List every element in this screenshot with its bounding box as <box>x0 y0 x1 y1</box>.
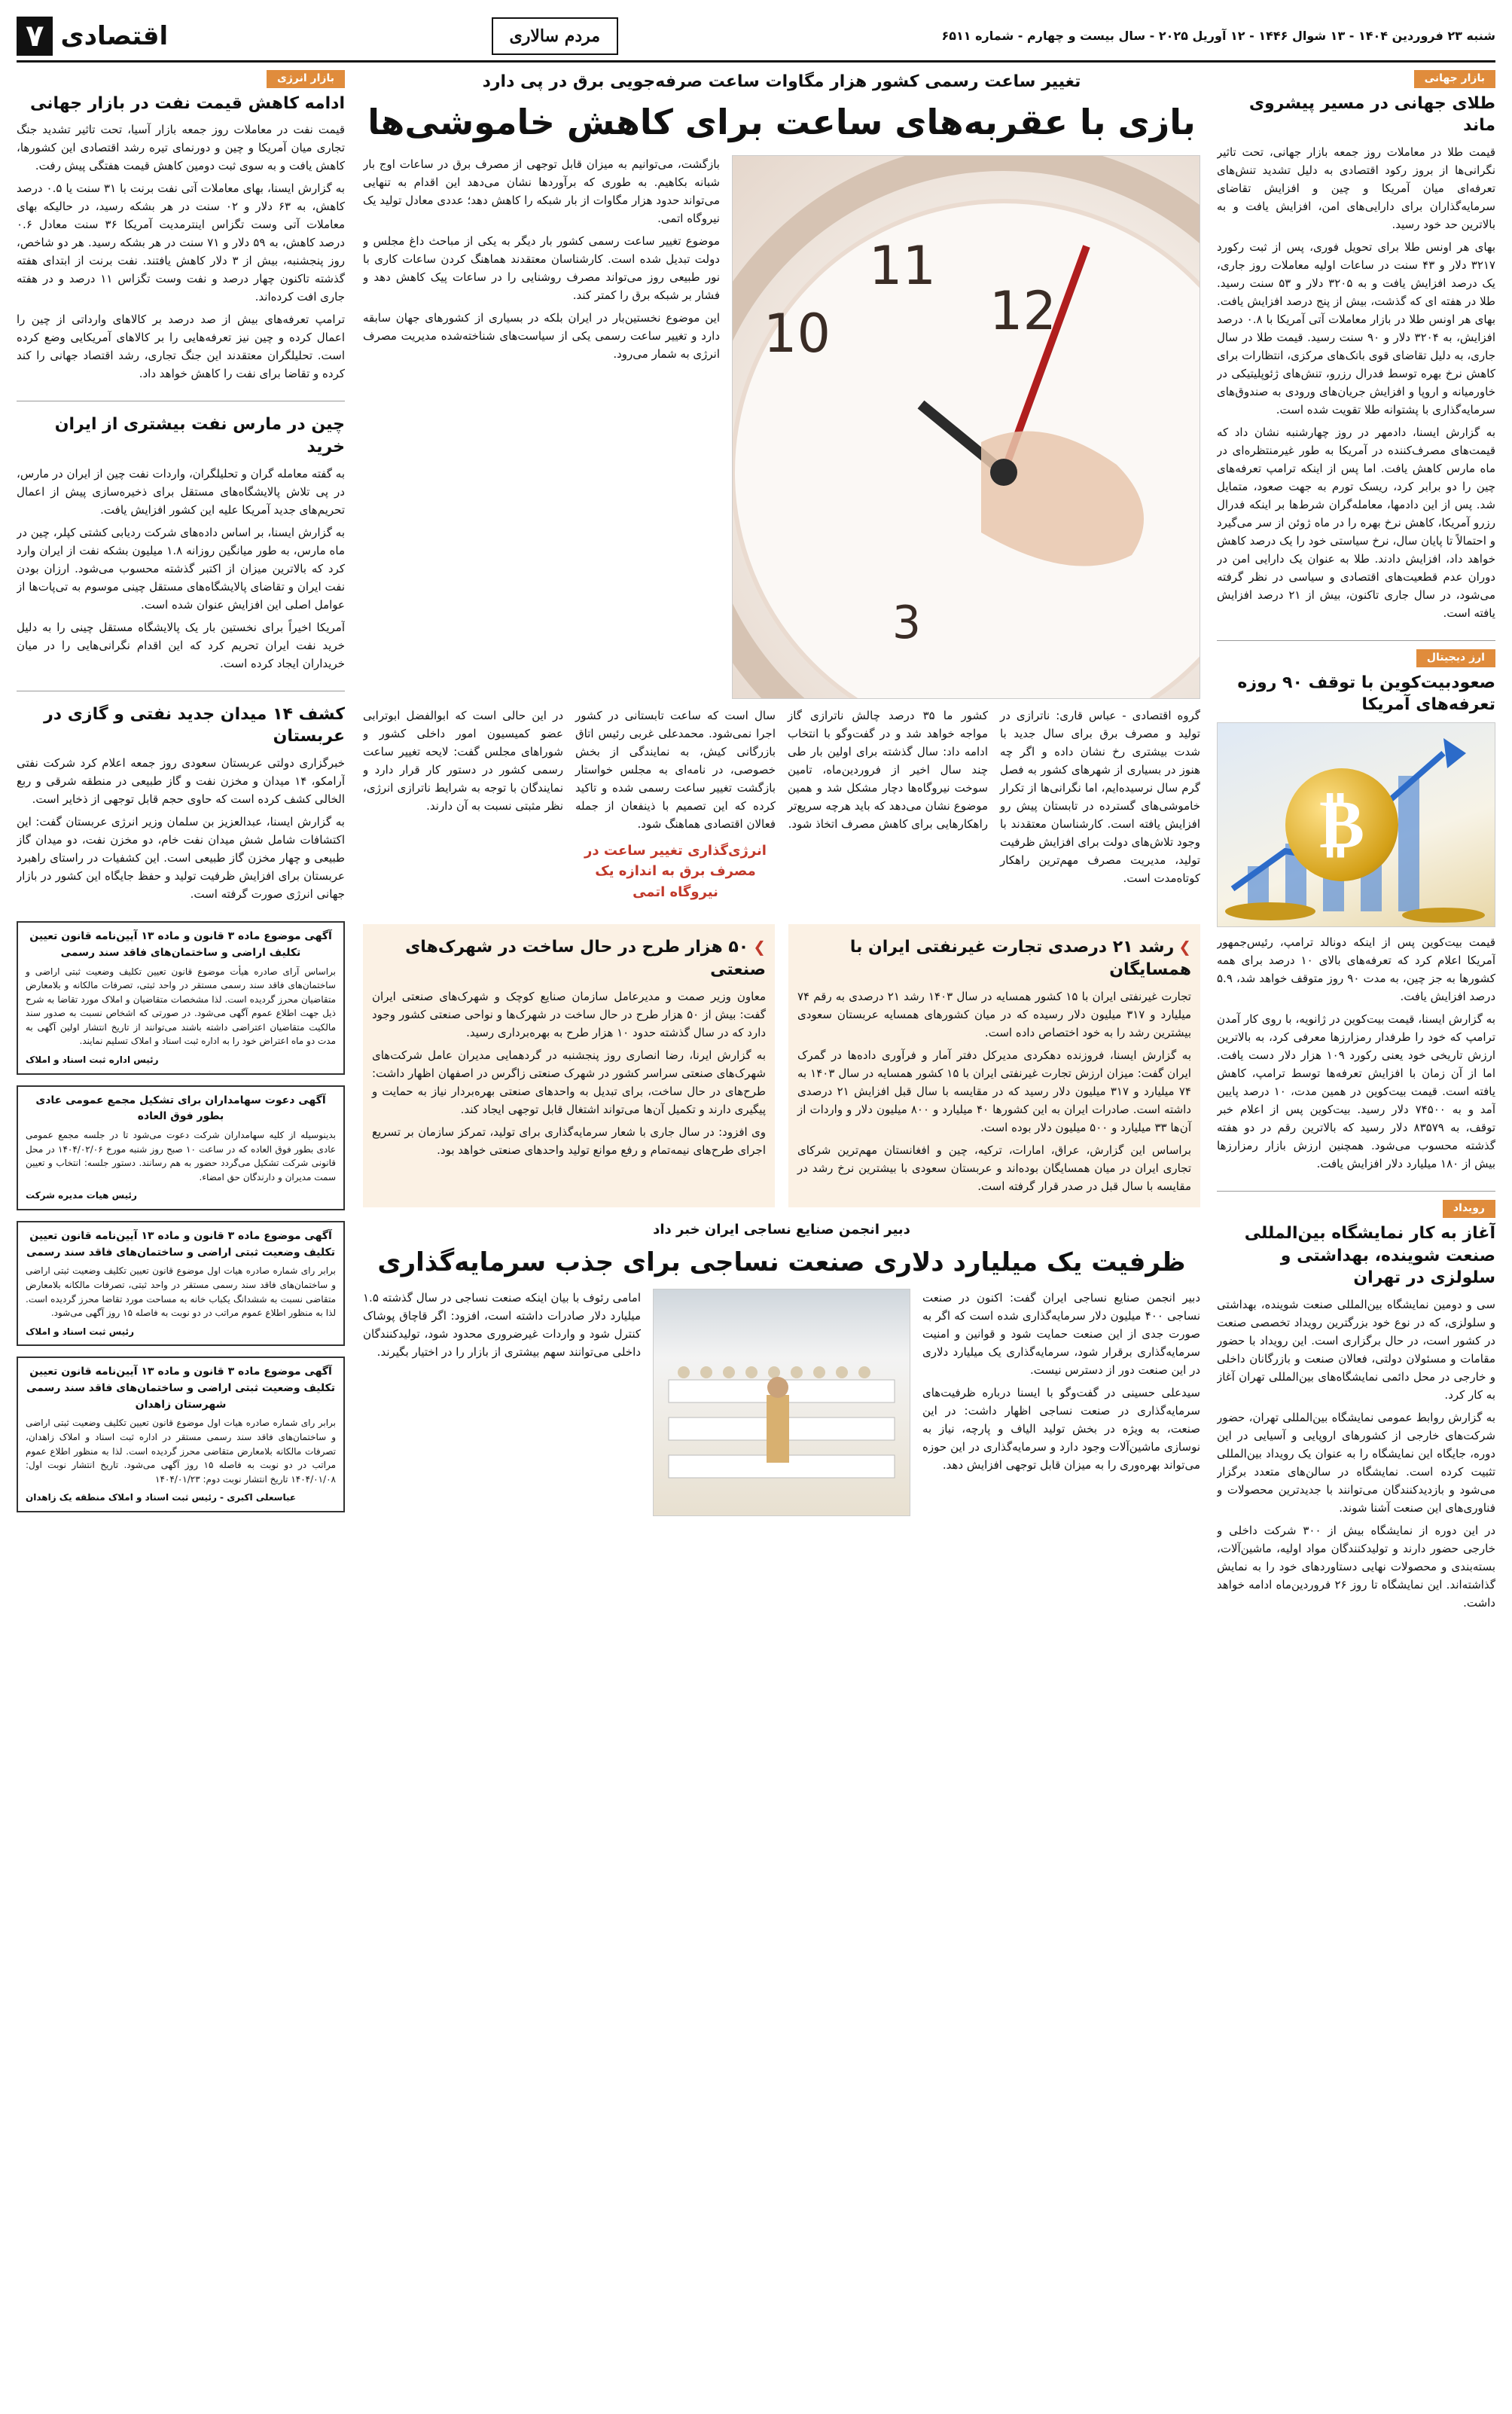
article-title: ادامه کاهش قیمت نفت در بازار جهانی <box>29 93 345 113</box>
lead-paragraph: گروه اقتصادی - عباس قاری: ناترازی در تولید و مصرف برق برای سال جدید با شدت بیشتری رخ نشان داده و اگر چه هنوز در بسیاری از شهرهای کشور به فصل گرم سال نرسیده‌ایم، اما نگرانی‌ها از تکرار خاموشی‌های گسترده در تابستان پیش رو افزایش یافته است. کارشناسان معتقدند با وجود تلاش‌های دولت برای افزایش ظرفیت تولید، مدیریت مصرف مهم‌ترین راهکار کوتاه‌مدت است. <box>1000 708 1200 885</box>
newspaper-page <box>17 12 1495 2385</box>
clock-photo <box>732 155 1200 699</box>
legal-ad <box>17 1357 345 1512</box>
legal-ad <box>17 1085 345 1210</box>
box-title <box>372 936 766 981</box>
right-column <box>1217 69 1495 2385</box>
article-paragraph: به گزارش ایسنا، بهای معاملات آتی نفت برنت با ۳۱ سنت یا ۰.۵ درصد کاهش، به ۶۳ دلار و ۰۲ سنت در هر بشکه رسید، در حالیکه بهای معاملات آتی وست تگزاس اینترمدیت آمریکا ۳۶ سنت معادل ۰.۶ درصد کاهش، به ۵۹ دلار و ۷۱ سنت در هر بشکه رسید. هر دو شاخص، روز پنجشنبه، بیش از ۳ دلار کاهش یافتند. نفت برنت از ابتدای هفته گذشته تاکنون چهار درصد و نفت وست تگزاس ۱۱ درصد و در هفته جاری افت کرده‌اند. <box>17 182 345 304</box>
flag-icon: ❯ <box>753 938 766 957</box>
ad-text: بدینوسیله از کلیه سهامداران شرکت دعوت می‌شود تا در جلسه مجمع عمومی عادی بطور فوق العاده که در ساعت ۱۰ صبح روز شنبه مورخ ۱۴۰۴/۰۲/۰۶ در محل قانونی شرکت تشکیل می‌گردد حضور به هم رسانند. دستور جلسه: انتخاب و تعیین سمت مدیران و دارندگان حق امضاء. <box>26 1130 337 1183</box>
article-paragraph: به گزارش ایسنا، قیمت بیت‌کوین در ژانویه، با روی کار آمدن ترامپ که خود را طرفدار رمزارزها معرفی کرد، به بالاترین ارزش تاریخی خود یعنی رکورد ۱۰۹ هزار دلار دست یافت. اما از آن زمان با افزایش تعرفه‌ها توسط ترامپ، کاهش یافته است. قیمت بیت‌کوین در همین مدت، ۱۰ درصد پایین آمد و به ۷۴۵۰۰ دلار رسید. بیت‌کوین پس از اعلام خبر توقف، به ۸۳۵۷۹ دلار رسید که بالاترین رقم در دو هفته گذشته محسوب می‌شود. همچنین ارزش بازار رمزارزها بیش از ۱۸۰ میلیارد دلار افزایش یافت. <box>1217 1012 1495 1171</box>
ad-text: براساس آرای صادره هیأت موضوع قانون تعیین تکلیف وضعیت ثبتی اراضی و ساختمان‌های فاقد سند رسمی مستقر در واحد ثبتی، تصرفات مالکانه و بلامعارض متقاضیان محرز گردیده است. لذا مشخصات متقاضیان و املاک مورد تقاضا به شرح ذیل جهت اطلاع عموم آگهی می‌شود. در صورتی که اشخاص نسبت به صدور سند مالکیت متقاضیان اعتراضی داشته باشند می‌توانند از تاریخ انتشار اولین آگهی به مدت دو ماه اعتراض خود را به اداره ثبت اسناد و املاک تسلیم نمایند. <box>26 966 336 1047</box>
textile-paragraph: امامی رئوف با بیان اینکه صنعت نساجی در سال گذشته ۱.۵ میلیارد دلار صادرات داشته است، افزود: اگر قاچاق پوشاک کنترل شود و واردات غیرضروری محدود شود، تولیدکنندگان داخلی می‌توانند سهم بیشتری از بازار را در اختیار بگیرند. <box>363 1291 641 1360</box>
section-heading <box>17 17 168 56</box>
svg-text:11: 11 <box>868 234 936 297</box>
lead-article <box>363 69 1200 911</box>
ad-title: آگهی موضوع ماده ۳ قانون و ماده ۱۳ آیین‌نامه قانون تعیین تکلیف وضعیت ثبتی اراضی و ساختمان‌های فاقد سند رسمی <box>26 1230 335 1259</box>
textile-paragraph: دبیر انجمن صنایع نساجی ایران گفت: اکنون در صنعت نساجی ۴۰۰ میلیون دلار سرمایه‌گذاری شده است که اگر به صورت جدی از این صنعت حمایت شود و قوانین و امنیت سرمایه‌گذاری برقرار شود، سرمایه‌گذاری یک میلیارد دلاری در این صنعت دور از دسترس نیست. <box>922 1291 1200 1378</box>
ad-text: برابر رای شماره صادره هیات اول موضوع قانون تعیین تکلیف وضعیت ثبتی اراضی و ساختمان‌های فاقد سند رسمی مستقر در واحد ثبتی، تصرفات مالکانه بلامعارض متقاضی نسبت به ششدانگ یکباب خانه به مساحت مورد تقاضا محرز گردیده است. لذا به منظور اطلاع عموم مراتب در دو نوبت به فاصله ۱۵ روز آگهی می‌شود. <box>26 1265 336 1319</box>
article-tag: ارز دیجیتال <box>1416 649 1495 667</box>
article-paragraph: به گزارش ایسنا، عبدالعزیز بن سلمان وزیر انرژی عربستان گفت: این اکتشافات شامل شش میدان نفت خام، دو مخزن نفت، دو میدان گاز طبیعی و چهار مخزن گاز طبیعی است. این کشفیات در راستای راهبرد عربستان برای افزایش ظرفیت تولید و حفظ جایگاه این کشور در بازار جهانی انرژی صورت گرفته است. <box>17 815 345 902</box>
bitcoin-coin-icon: ₿ <box>1285 768 1398 881</box>
textile-paragraph: سیدعلی حسینی در گفت‌وگو با ایسنا درباره ظرفیت‌های سرمایه‌گذاری در صنعت نساجی اظهار داشت: در این صنعت، به ویژه در بخش تولید الیاف و پارچه، نیاز به نوسازی ماشین‌آلات وجود دارد و سرمایه‌گذاری در این حوزه می‌تواند بهره‌وری را به میزان قابل توجهی افزایش دهد. <box>922 1386 1200 1473</box>
lead-paragraph: کشور ما ۳۵ درصد چالش ناترازی گاز مواجه خواهد شد و در گفت‌وگو با انتخاب ادامه داد: سال گذشته برای اولین بار طی چند سال اخیر از فروردین‌ماه، تامین سوخت نیروگاه‌ها دچار مشکل شد و همین موضوع نشان می‌دهد که باید هرچه سریع‌تر راهکارهایی برای کاهش مصرف اتخاذ شود. <box>788 708 988 831</box>
textile-kicker: دبیر انجمن صنایع نساجی ایران خبر داد <box>653 1221 910 1238</box>
page-number: ۷ <box>17 17 53 56</box>
ad-signature: رئیس هیات مدیره شرکت <box>26 1190 137 1201</box>
box-paragraph: به گزارش ایرنا، رضا انصاری روز پنجشنبه در گردهمایی مدیران عامل شرکت‌های شهرک‌های صنعتی سراسر کشور در شهرک صنعتی زاگرس در اصفهان اظهار داشت: طرح‌های در حال ساخت، برای تبدیل به واحدهای صنعتی بهره‌بردار نیاز به حمایت و پیگیری دارند و تکمیل آن‌ها می‌تواند اشتغال قابل توجهی ایجاد کند. <box>372 1048 766 1116</box>
article-tag: بازار انرژی <box>267 70 345 88</box>
article-paragraph: به گزارش ایسنا، دادمهر در روز چهارشنبه نشان داد که قیمت‌های مصرف‌کننده در آمریکا به طور غیرمنتظره‌ای در ماه مارس کاهش یافت. اما پس از اینکه ترامپ تعرفه‌های چین را دو برابر کرد، ریسک تورم به جهت صعود، متمایل شد. پس از این دادمها، معامله‌گران شرط‌ها بر اینکه فدرال رزرو آمریکا، کاهش نرخ بهره را در ماه ژوئن از سر می‌گیرد و احتمالاً تا پایان سال، نرخ سیاستی خود را یک درصد کاهش خواهد داد، افزایش دادند. طلا به عنوان یک دارایی امن در دوران عدم قطعیت‌های اقتصادی و سیاسی در نظر گرفته می‌شود، در سال جاری تاکنون، بیش از ۲۱ درصد افزایش یافته است. <box>1217 426 1495 621</box>
article-title: آغاز به کار نمایشگاه بین‌المللی صنعت شوینده، بهداشتی و سلولزی در تهران <box>1244 1223 1495 1288</box>
box-paragraph: وی افزود: در سال جاری با شعار سرمایه‌گذاری برای تولید، تمرکز سازمان بر تسریع اجرای طرح‌های نیمه‌تمام و رفع موانع تولید واحدهای صنعتی خواهد بود. <box>372 1125 766 1157</box>
article-paragraph: سی و دومین نمایشگاه بین‌المللی صنعت شوینده، بهداشتی و سلولزی، که در نوع خود بزرگترین رویداد تخصصی صنعت در کشور است، در حال برگزاری است. این رویداد با حضور مقامات و مسئولان دولتی، فعالان صنعت و بازرگانان داخلی و خارجی در محل دائمی نمایشگاه‌های بین‌المللی تهران آغاز به کار کرد. <box>1217 1297 1495 1402</box>
article-paragraph: به گزارش روابط عمومی نمایشگاه بین‌المللی تهران، حضور شرکت‌های خارجی از کشورهای اروپایی و آسیایی در این دوره، جایگاه این نمایشگاه را به عنوان یک رویداد بین‌المللی تثبیت کرده است. نمایشگاه در سالن‌های متعدد برگزار می‌شود و بازدیدکنندگان می‌توانند با جدیدترین محصولات و فناوری‌های این صنعت آشنا شوند. <box>1217 1410 1495 1515</box>
ad-signature: رئیس اداره ثبت اسناد و املاک <box>26 1054 159 1066</box>
article-paragraph: خبرگزاری دولتی عربستان سعودی روز جمعه اعلام کرد شرکت نفتی آرامکو، ۱۴ میدان و مخزن نفت و گاز طبیعی در منطقه شرقی و ربع الخالی کشف کرده است که حاوی حجم قابل توجهی از ذخایر است. <box>17 756 345 807</box>
svg-text:12: 12 <box>989 279 1056 342</box>
article-paragraph: ترامپ تعرفه‌های بیش از صد درصد بر کالاهای وارداتی از چین را اعمال کرده و چین نیز تعرفه‌هایی را بر کالاهای آمریکایی وضع کرده است. تحلیلگران معتقدند این جنگ تجاری، رشد اقتصاد جهانی را کند کرده و تقاضا برای نفت را کاهش خواهد داد. <box>17 313 345 381</box>
lead-paragraph: این موضوع نخستین‌بار در ایران بلکه در بسیاری از کشورهای جهان سابقه دارد و تغییر ساعت رسمی یکی از سیاست‌های شناخته‌شده مدیریت مصرف انرژی به شمار می‌رود. <box>363 310 720 361</box>
lead-kicker: تغییر ساعت رسمی کشور هزار مگاوات ساعت صرفه‌جویی برق در پی دارد <box>482 72 1081 91</box>
article-tag: رویداد <box>1443 1200 1495 1218</box>
svg-text:10: 10 <box>763 302 831 365</box>
flag-icon: ❯ <box>1178 938 1191 957</box>
box-paragraph: به گزارش ایسنا، فروزنده دهکردی مدیرکل دفتر آمار و فرآوری داده‌ها در گمرک ایران گفت: میزان ارزش تجارت غیرنفتی ایران با ۱۵ کشور همسایه در سال ۱۴۰۳ به ۷۴ میلیارد و ۳۱۷ میلیون دلار رسید که در مقایسه با سال قبل افزایش ۲۱ درصدی داشته است. صادرات ایران به این کشورها ۴۰ میلیارد و ۸۰۰ میلیون دلار و واردات از آن‌ها ۳۳ میلیارد و ۵۰۰ میلیون دلار بوده است. <box>797 1048 1191 1134</box>
article-china <box>17 409 345 676</box>
left-column <box>17 69 345 2385</box>
article-exhibition <box>1217 1199 1495 1616</box>
article-paragraph: به گفته معامله گران و تحلیلگران، واردات نفت چین از ایران در مارس، در پی تلاش پالایشگاه‌های مستقل برای ذخیره‌سازی پیش از اعمال تحریم‌های جدید آمریکا علیه این کشور افزایش یافت. <box>17 466 345 517</box>
article-paragraph: قیمت بیت‌کوین پس از اینکه دونالد ترامپ، رئیس‌جمهور آمریکا اعلام کرد که تعرفه‌های بالای ۱۰ درصد برای همه کشورها به جز چین، به مدت ۹۰ روز متوقف خواهد شد، ۵.۹ درصد افزایش یافت. <box>1217 935 1495 1004</box>
newspaper-logo: مردم سالاری <box>492 17 619 55</box>
box-paragraph: براساس این گزارش، عراق، امارات، ترکیه، چین و افغانستان مهم‌ترین شرکای تجاری ایران در میان همسایگان بوده‌اند و عربستان سعودی با بیشترین نرخ رشد در مقایسه با سال قبل در صدر قرار گرفته است. <box>797 1143 1191 1193</box>
box-title <box>797 936 1191 981</box>
article-gold <box>1217 69 1495 627</box>
lead-paragraph: موضوع تغییر ساعت رسمی کشور بار دیگر به یکی از مباحث داغ مجلس و دولت تبدیل شده است. کارشناسان معتقدند هماهنگ کردن ساعات کاری با نور طبیعی روز می‌تواند مصرف روشنایی را در ساعات پیک کاهش دهد و فشار بر شبکه برق را کمتر کند. <box>363 233 720 302</box>
section-label: اقتصادی <box>60 20 169 51</box>
box-paragraph: معاون وزیر صمت و مدیرعامل سازمان صنایع کوچک و شهرک‌های صنعتی ایران گفت: بیش از ۵۰ هزار طرح در حال ساخت در شهرک‌ها و نواحی صنعتی کشور وجود دارد که در سال گذشته حدود ۱۰ هزار طرح به بهره‌برداری رسید. <box>372 989 766 1039</box>
legal-ad <box>17 921 345 1075</box>
pull-quote: انرژی‌گذاری تغییر ساعت در مصرف برق به اندازه یک نیروگاه اتمی <box>584 842 767 901</box>
legal-ad <box>17 1221 345 1346</box>
lead-paragraph: در این حالی است که ابوالفضل ابوترابی عضو کمیسیون امور داخلی کشور و شوراهای مجلس گفت: لایحه تغییر ساعت رسمی کشور در دستور کار قرار دارد و نمایندگان با توجه به شرایط ناترازی انرژی، نظر مثبتی نسبت به آن دارند. <box>363 708 563 813</box>
bitcoin-illustration <box>1217 722 1495 927</box>
article-title: صعودبیت‌کوین با توقف ۹۰ روزه تعرفه‌های آمریکا <box>1237 673 1495 715</box>
center-column <box>363 69 1200 2385</box>
svg-text:3: 3 <box>892 596 921 649</box>
article-tag: بازار جهانی <box>1414 70 1495 88</box>
ad-text: برابر رای شماره صادره هیات اول موضوع قانون تعیین تکلیف وضعیت ثبتی اراضی و ساختمان‌های فاقد سند رسمی مستقر در اداره ثبت اسناد و املاک زاهدان، تصرفات مالکانه بلامعارض متقاضی محرز گردیده است. لذا به منظور اطلاع عموم مراتب در دو نوبت به فاصله ۱۵ روز آگهی می‌شود. تاریخ انتشار نوبت اول: ۱۴۰۴/۰۱/۰۸ تاریخ انتشار نوبت دوم: ۱۴۰۴/۰۱/۲۳ <box>26 1418 337 1485</box>
lead-paragraph: سال است که ساعت تابستانی در کشور اجرا نمی‌شود. محمدعلی غربی رئیس اتاق بازرگانی کیش، به نمایندگی از بخش خصوصی، در نامه‌ای به مجلس خواستار بازگشت تغییر ساعت رسمی شده و تاکید کرده که این تصمیم با ذینفعان از جمله فعالان اقتصادی هماهنگ شود. <box>575 708 776 831</box>
article-title: کشف ۱۴ میدان جدید نفتی و گازی در عربستان <box>44 704 345 746</box>
lead-paragraph: بازگشت، می‌توانیم به میزان قابل توجهی از مصرف برق در ساعات اوج بار شبانه بکاهیم. به طوری که برآوردها نشان می‌دهد این اقدام به تنهایی می‌تواند حدود هزار مگاوات از بار شبکه را کاهش دهد؛ عددی معادل تولید یک نیروگاه اتمی. <box>363 157 720 225</box>
page-header <box>17 12 1495 63</box>
article-fields <box>17 699 345 908</box>
clock-icon <box>733 156 1200 698</box>
article-title: طلای جهانی در مسیر پیشروی ماند <box>1248 93 1495 136</box>
ad-title: آگهی دعوت سهامداران برای تشکیل مجمع عمومی عادی بطور فوق العاده <box>35 1094 326 1123</box>
lead-title: بازی با عقربه‌های ساعت برای کاهش خاموشی‌ها <box>367 102 1196 143</box>
article-paragraph: به گزارش ایسنا، بر اساس داده‌های شرکت ردیابی کشتی کپلر، چین در ماه مارس، به طور میانگین روزانه ۱.۸ میلیون بشکه نفت از ایران وارد کرد که بالاترین میزان از اکتبر گذشته محسوب می‌شود. ارزان بودن نفت ایران و تقاضای پالایشگاه‌های مستقل چینی موسوم به تی‌پات‌ها از عوامل اصلی این افزایش عنوان شده است. <box>17 525 345 612</box>
box-trade <box>788 924 1200 1207</box>
textile-factory-photo <box>653 1289 910 1516</box>
article-paragraph: بهای هر اونس طلا برای تحویل فوری، پس از ثبت رکورد ۳۲۱۷ دلار و ۴۳ سنت در ساعات اولیه معاملات روز جاری، یک درصد افزایش یافت و به ۳۲۰۵ دلار و ۵۳ سنت رسید. طلا در هفته ای که گذشت، بیش از پنج درصد افزایش یافت. بهای هر اونس طلا در بازار معاملات آتی آمریکا با ۰.۸ درصد افزایش، به ۳۲۰۴ دلار و ۹۰ سنت رسید. قیمت طلا در سال جاری، به دلیل تقاضای قوی بانک‌های مرکزی، انتظارات برای کاهش نرخ بهره توسط فدرال رزرو، تنش‌های ژئوپلیتیکی در خاورمیانه و اروپا و افزایش جریان‌های ورودی به صندوق‌های سرمایه‌گذاری با پشتوانه طلا تقویت شده است. <box>1217 240 1495 417</box>
box-title-text: رشد ۲۱ درصدی تجارت غیرنفتی ایران با همسایگان <box>849 938 1191 979</box>
box-title-text: ۵۰ هزار طرح در حال ساخت در شهرک‌های صنعتی <box>405 938 766 979</box>
article-title: چین در مارس نفت بیشتری از ایران خرید <box>54 415 345 457</box>
ad-title: آگهی موضوع ماده ۳ قانون و ماده ۱۳ آیین‌نامه قانون تعیین تکلیف اراضی و ساختمان‌های فاقد سند رسمی <box>29 930 332 959</box>
article-oil <box>17 69 345 387</box>
box-paragraph: تجارت غیرنفتی ایران با ۱۵ کشور همسایه در سال ۱۴۰۳ رشد ۲۱ درصدی به رقم ۷۴ میلیارد و ۳۱۷ میلیون دلار رسیده که در میان کشورهای همسایه عربستان سعودی بیشترین رشد را به خود اختصاص داده است. <box>797 989 1191 1039</box>
article-bitcoin <box>1217 649 1495 1177</box>
ad-title: آگهی موضوع ماده ۳ قانون و ماده ۱۳ آیین‌نامه قانون تعیین تکلیف وضعیت ثبتی اراضی و ساختمان‌های فاقد سند رسمی شهرستان زاهدان <box>26 1366 335 1411</box>
textile-title: ظرفیت یک میلیارد دلاری صنعت نساجی برای جذب سرمایه‌گذاری <box>377 1247 1186 1277</box>
factory-icon <box>654 1289 910 1515</box>
article-paragraph: در این دوره از نمایشگاه بیش از ۳۰۰ شرکت داخلی و خارجی حضور دارند و تولیدکنندگان مواد اولیه، ماشین‌آلات، بسته‌بندی و محصولات نهایی دستاوردهای خود را به نمایش گذاشته‌اند. این نمایشگاه تا روز ۲۶ فروردین‌ماه ادامه خواهد داشت. <box>1217 1523 1495 1610</box>
date-line: شنبه ۲۳ فروردین ۱۴۰۴ - ۱۳ شوال ۱۴۴۶ - ۱۲ آوریل ۲۰۲۵ - سال بیست و چهارم - شماره ۶۵۱۱ <box>941 28 1495 43</box>
article-paragraph: آمریکا اخیراً برای نخستین بار یک پالایشگاه مستقل چینی را به دلیل خرید نفت ایران تحریم کرد که این اقدام نگرانی‌هایی را در میان خریداران ایجاد کرده است. <box>17 620 345 670</box>
box-plans <box>363 924 775 1207</box>
article-paragraph: قیمت طلا در معاملات روز جمعه بازار جهانی، تحت تاثیر نگرانی‌ها از بروز رکود اقتصادی به دلیل تشدید تنش‌های تعرفه‌ای میان آمریکا و چین و افزایش تقاضای سرمایه‌گذاران برای دارایی‌های امن، افزایش یافت و به بالاترین حد خود رسید. <box>1217 145 1495 232</box>
ad-signature: رئیس ثبت اسناد و املاک <box>26 1326 134 1337</box>
ad-signature: عباسعلی اکبری - رئیس ثبت اسناد و املاک منطقه یک زاهدان <box>26 1492 297 1503</box>
article-textile <box>363 1219 1200 1516</box>
article-paragraph: قیمت نفت در معاملات روز جمعه بازار آسیا، تحت تاثیر تشدید جنگ تجاری میان آمریکا و چین و دورنمای تیره رشد اقتصادی این کشورها، کاهش یافت و به سوی ثبت دومین کاهش قیمت هفتگی پیش رفت. <box>17 123 345 173</box>
